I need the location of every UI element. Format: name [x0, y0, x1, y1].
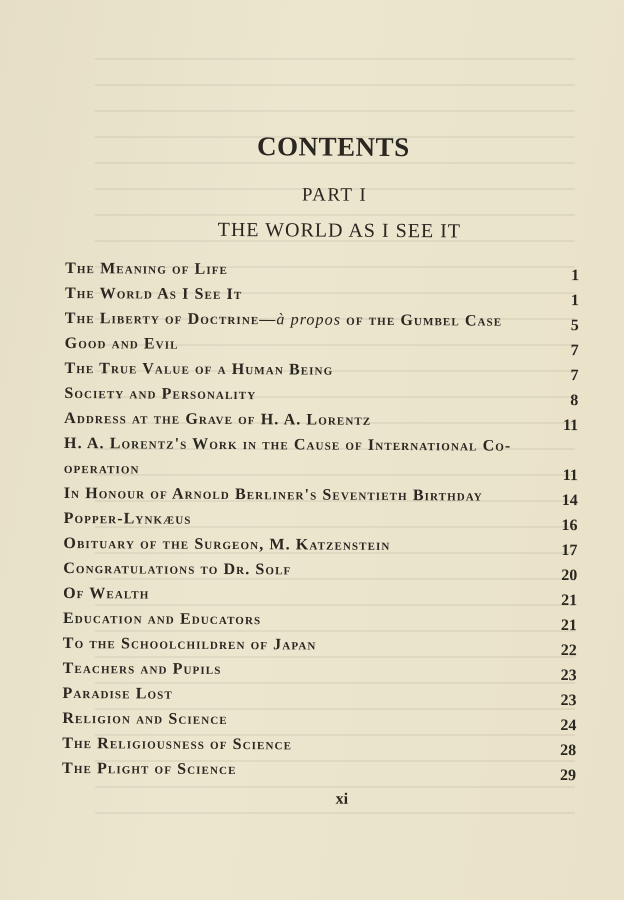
- toc-entry-page: 1: [570, 292, 579, 310]
- toc-entry-page: 23: [560, 667, 577, 685]
- toc-entry: [62, 731, 582, 759]
- toc-entry: [63, 656, 583, 684]
- toc-entry-page: 7: [570, 367, 579, 385]
- toc-entry-title: Address at the Grave of H. A. Lorentz: [64, 409, 372, 429]
- part-label: PART I: [301, 184, 368, 206]
- toc-entry-page: 7: [570, 342, 579, 360]
- toc-entry-title: In Honour of Arnold Berliner's Seventieth Birthday: [63, 484, 483, 505]
- toc-entry: [62, 706, 582, 734]
- toc-entry-title-italic: à propos: [276, 311, 342, 329]
- toc-entry-page: 21: [561, 592, 578, 610]
- toc-entry-title: Religion and Science: [62, 709, 228, 728]
- toc-entry: [63, 556, 583, 584]
- toc-entry-page: 21: [560, 617, 578, 635]
- toc-entry: [62, 681, 582, 709]
- toc-entry-page: 24: [560, 717, 577, 735]
- toc-entry-title: Society and Personality: [64, 384, 257, 404]
- toc-entry: [65, 306, 585, 334]
- toc-entry-title: H. A. Lorentz's Work in the Cause of International Co-operation: [63, 434, 512, 478]
- toc-entry-title: Paradise Lost: [62, 684, 173, 703]
- toc-entry-title: Popper-Lynkæus: [63, 509, 192, 528]
- toc-entry: [64, 506, 584, 534]
- toc-entry-title: Good and Evil: [64, 334, 179, 353]
- toc-entry-title: [65, 306, 545, 334]
- toc-entry: [64, 406, 584, 434]
- toc-entry-title-post: of the Gumbel Case: [341, 311, 503, 330]
- toc-entry-title: The True Value of a Human Being: [64, 359, 334, 379]
- toc-entry-title: Education and Educators: [62, 609, 262, 629]
- toc-entry-title: Teachers and Pupils: [62, 659, 222, 678]
- toc-entry-page: 5: [570, 317, 579, 335]
- page-folio: xi: [335, 790, 349, 808]
- toc-entry-title: The World As I See It: [64, 284, 243, 304]
- toc-entry-page: 11: [563, 417, 579, 435]
- toc-entry: [63, 631, 583, 659]
- toc-entry: [63, 531, 583, 559]
- toc-entry-page: 8: [570, 392, 579, 410]
- contents-page: [62, 126, 586, 810]
- part-title: THE WORLD AS I SEE IT: [217, 218, 462, 243]
- toc-entry: [65, 256, 585, 284]
- toc-entry-page: 16: [561, 517, 578, 535]
- toc-entry-page: 11: [562, 467, 578, 485]
- toc-entry: [64, 481, 584, 509]
- toc-entry-title: The Religiousness of Science: [62, 734, 293, 754]
- toc-entry-page: 1: [571, 267, 580, 285]
- toc-entry-title: To the Schoolchildren of Japan: [62, 634, 317, 654]
- toc-entry-title: The Plight of Science: [62, 759, 237, 779]
- toc-entry: [63, 606, 583, 634]
- toc-entry-page: 22: [560, 642, 577, 660]
- contents-heading: CONTENTS: [257, 131, 410, 163]
- toc-entry: [64, 431, 584, 484]
- toc-entry: [65, 281, 585, 309]
- toc-entry-page: 28: [560, 742, 577, 760]
- toc-entry: [64, 381, 584, 409]
- toc-entry-page: 29: [559, 767, 577, 785]
- toc-entry: [62, 756, 582, 784]
- toc-entry-title: Obituary of the Surgeon, M. Katzenstein: [63, 534, 391, 554]
- toc-entry-title-pre: The Liberty of Doctrine—: [64, 309, 277, 329]
- toc-entries: [62, 256, 585, 784]
- toc-entry-title: Congratulations to Dr. Solf: [63, 559, 292, 579]
- toc-entry: [64, 356, 584, 384]
- toc-entry-title: Of Wealth: [63, 584, 150, 603]
- toc-entry: [63, 581, 583, 609]
- toc-entry: [65, 331, 585, 359]
- toc-entry-page: 14: [561, 492, 578, 510]
- toc-entry-title: The Meaning of Life: [65, 259, 229, 278]
- toc-entry-page: 17: [561, 542, 578, 560]
- toc-entry-page: 23: [560, 692, 577, 710]
- toc-entry-page: 20: [561, 567, 578, 585]
